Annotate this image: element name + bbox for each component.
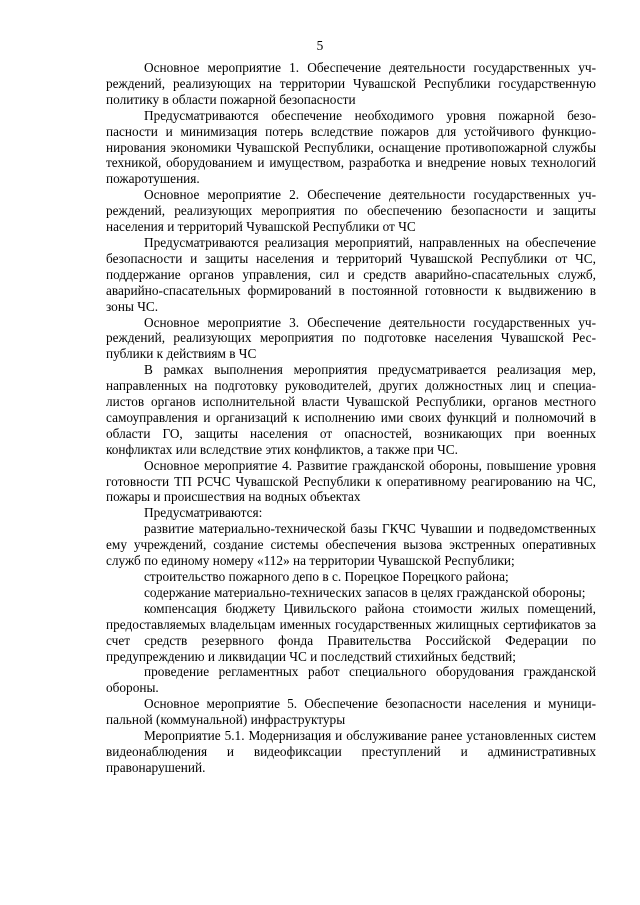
paragraph-measure-2-title: Основное мероприятие 2. Обеспечение деятельности государственных учреждений, реализующих мероприятия по обеспечению безопасности и защиты населения и территорий Чувашской Республики от ЧС: [106, 187, 596, 235]
paragraph-measure-1-title: Основное мероприятие 1. Обеспечение деятельности государственных учреждений, реализующих на территории Чувашской Республики государственную политику в области пожарной безопасности: [106, 60, 596, 107]
list-item-reserves: содержание материально-технических запасов в целях гражданской обороны;: [144, 584, 586, 600]
paragraph-measure-3-title: Основное мероприятие 3. Обеспечение деятельности государственных учреждений, реализующих мероприятия по подготовке населения Чувашской Республики к действиям в ЧС: [106, 314, 596, 362]
page-number: 5: [316, 38, 324, 53]
paragraph-measure-5-title: Основное мероприятие 5. Обеспечение безопасности населения и муниципальной (коммунальной) инфраструктуры: [106, 696, 596, 728]
document-body: [106, 60, 596, 776]
list-item-maintenance: проведение регламентных работ специального оборудования гражданской обороны.: [106, 664, 596, 696]
list-item-fire-depot: строительство пожарного депо в с. Порецкое Порецкого района;: [144, 569, 509, 584]
paragraph-measure-4-intro: Предусматриваются:: [144, 505, 263, 521]
paragraph-measure-3-description: В рамках выполнения мероприятия предусматривается реализация мер, направленных на подготовку руководителей, других должностных лиц и специалистов органов исполнительной власти Чувашской Республики, органов местного самоуправления и организаций к исполнению ими своих функций и полномочий в области ГО, защиты населения от опасностей, возникающих при военных конфликтах или вследствие этих конфликтов, а также при ЧС.: [106, 362, 596, 457]
list-item-mtb-development: развитие материально-технической базы ГКЧС Чувашии и подведомственных ему учреждений, создание системы обеспечения вызова экстренных оперативных служб по единому номеру «112» на территории Чувашской Республики;: [106, 521, 596, 569]
paragraph-measure-4-title: Основное мероприятие 4. Развитие гражданской обороны, повышение уровня готовности ТП РСЧС Чувашской Республики к оперативному реагированию на ЧС, пожары и происшествия на водных объектах: [106, 457, 596, 505]
paragraph-measure-1-description: Предусматриваются обеспечение необходимого уровня пожарной безопасности и минимизация потерь вследствие пожаров для устойчивого функционирования экономики Чувашской Республики, оснащение противопожарной службы техникой, оборудованием и имуществом, разработка и внедрение новых технологий пожаротушения.: [106, 107, 596, 187]
list-item-housing-compensation: компенсация бюджету Цивильского района стоимости жилых помещений, предоставляемых владельцам именных государственных жилищных сертификатов за счет средств резервного фонда Правительства Российской Федерации по предупреждению и ликвидации ЧС и последствий стихийных бедствий;: [106, 600, 596, 664]
paragraph-measure-5-1: Мероприятие 5.1. Модернизация и обслуживание ранее установленных систем видеонаблюдения и видеофиксации преступлений и административных правонарушений.: [106, 728, 596, 775]
paragraph-measure-2-description: Предусматриваются реализация мероприятий, направленных на обеспечение безопасности и защиты населения и территорий Чувашской Республики от ЧС, поддержание органов управления, сил и средств аварийно-спасательных служб, аварийно-спасательных формирований в постоянной готовности к выдвижению в зоны ЧС.: [106, 234, 596, 314]
